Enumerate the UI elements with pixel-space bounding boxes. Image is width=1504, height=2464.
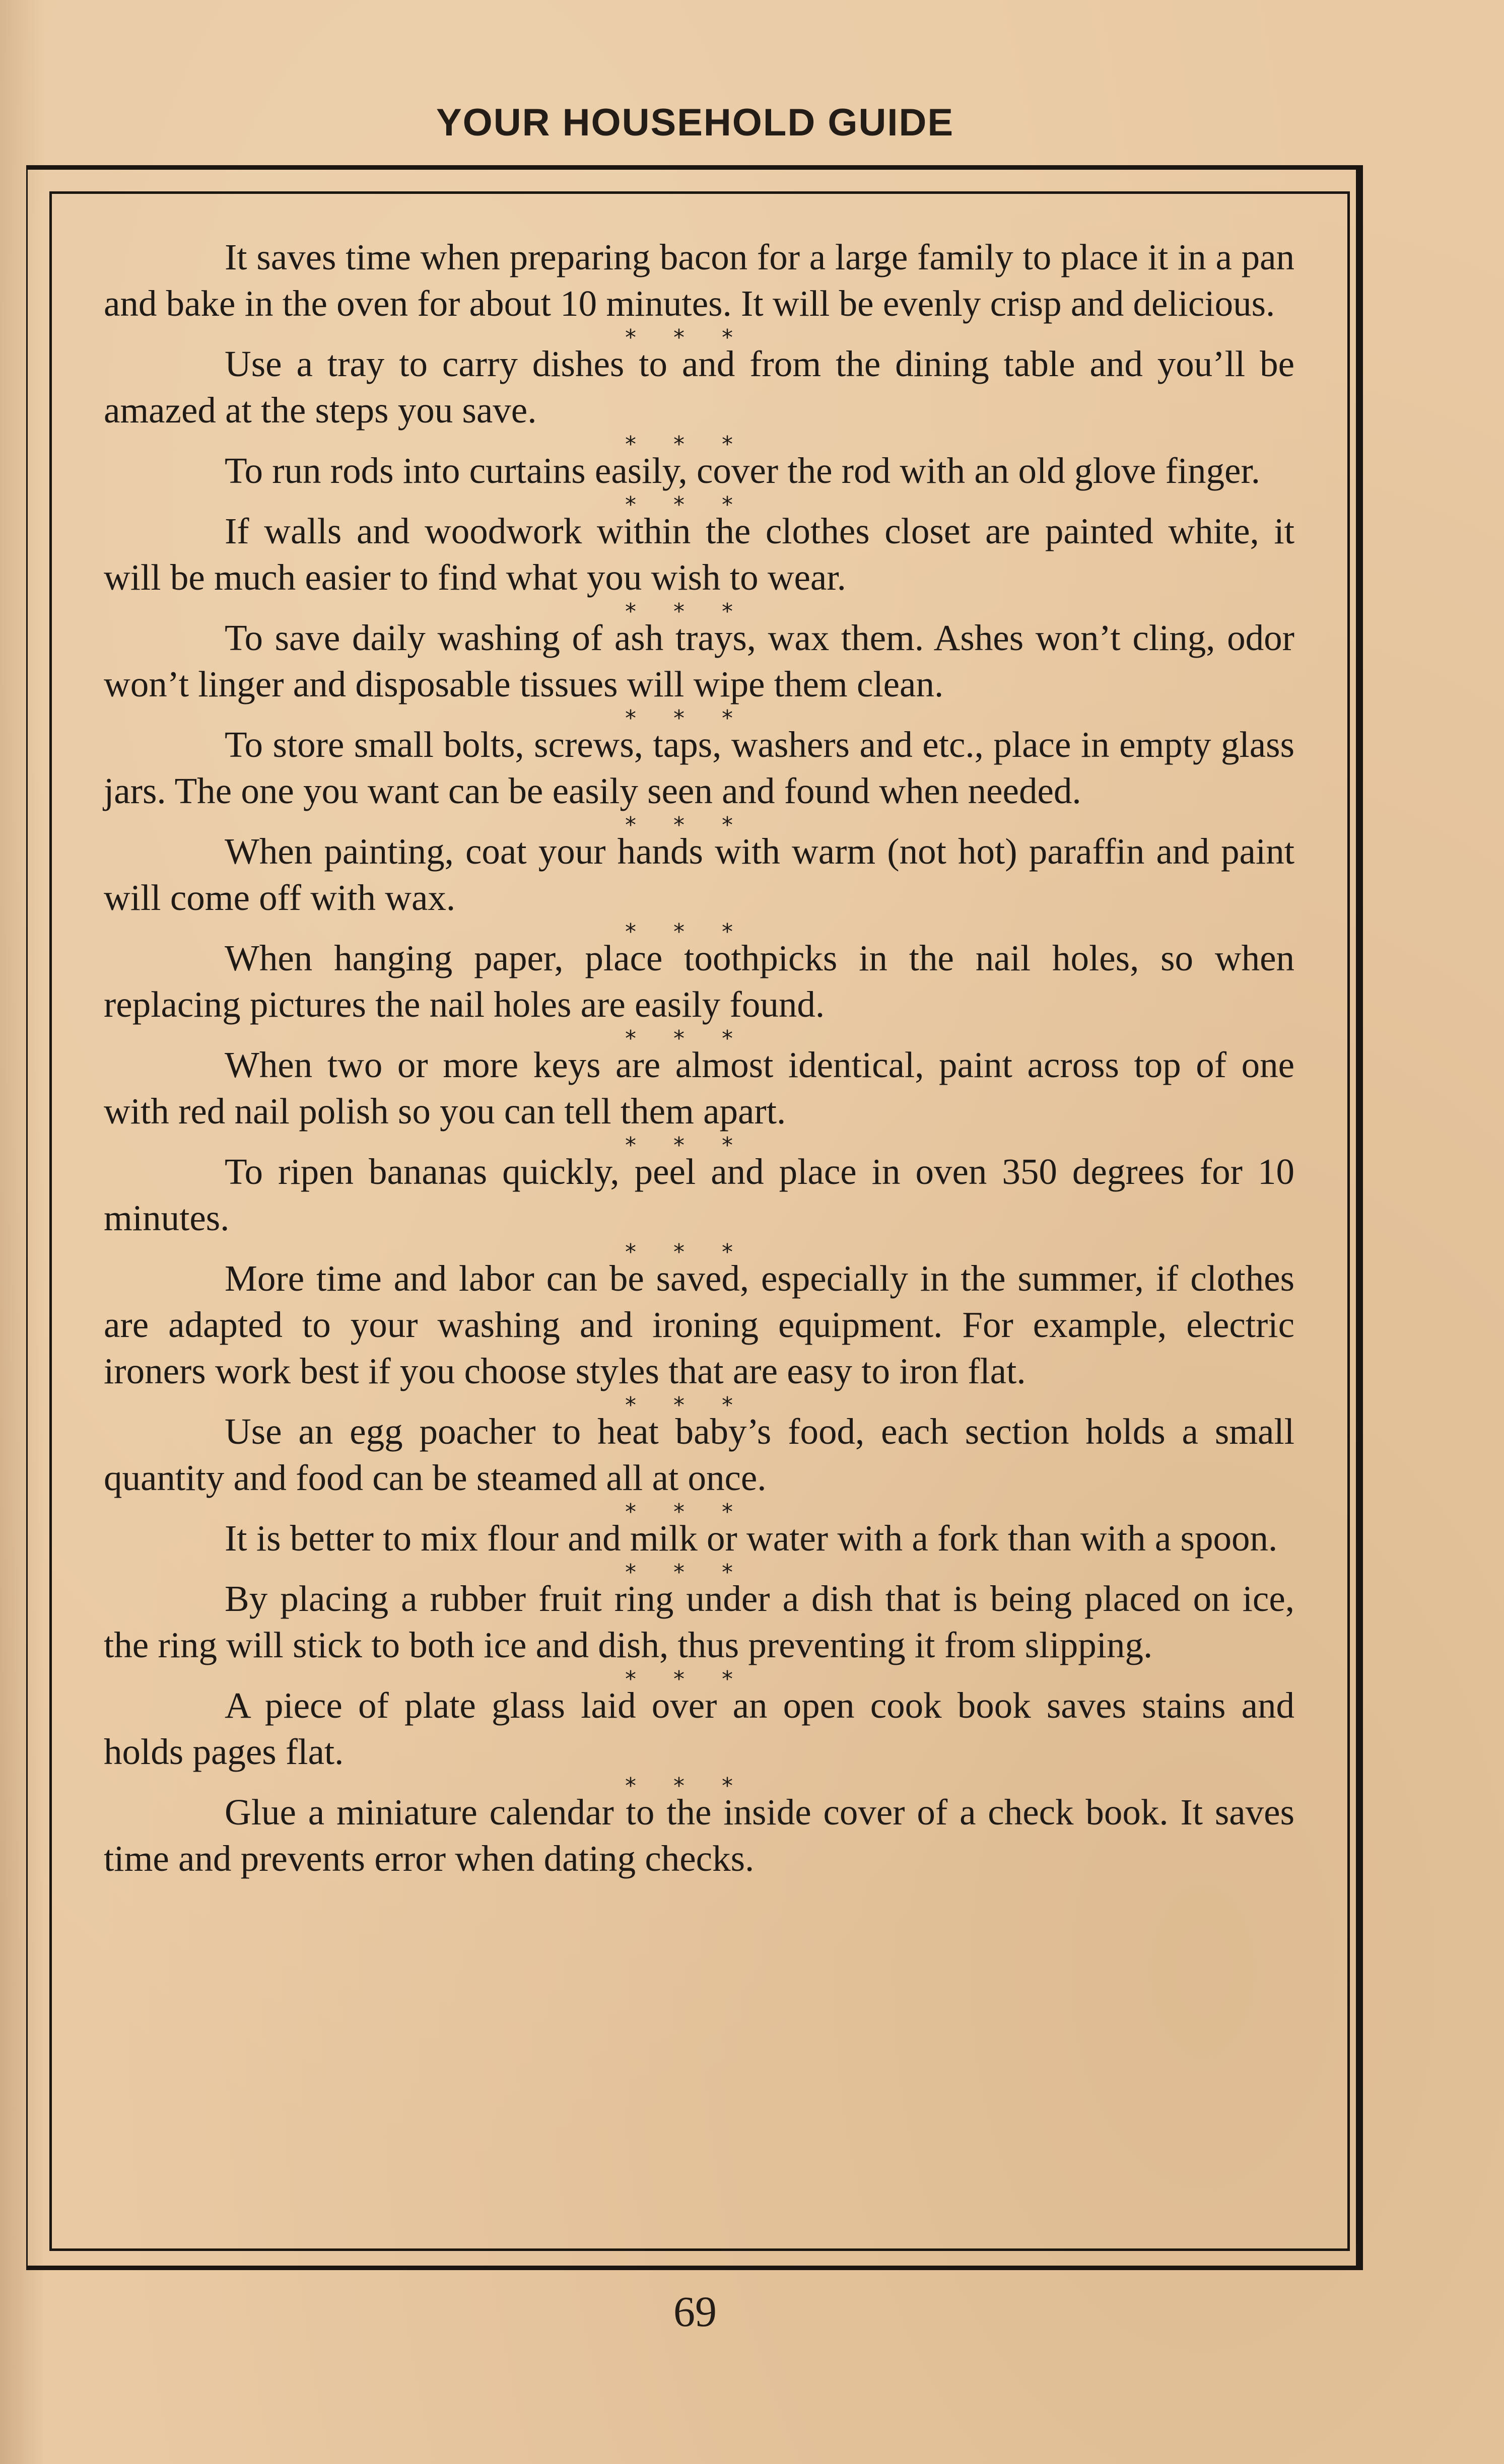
tip-paragraph: By placing a rubber fruit ring under a dish that is being placed on ice, the ring will stick to both ice and dish, thus preventing it from slipping.: [104, 1578, 1294, 1665]
asterism-separator: * * *: [625, 1133, 733, 1158]
asterism-separator: * * *: [625, 325, 733, 350]
tip-paragraph: It is better to mix flour and milk or water with a fork than with a spoon.: [225, 1518, 1278, 1559]
asterism-separator: * * *: [625, 1499, 733, 1525]
asterism-separator: * * *: [625, 1392, 733, 1418]
asterism-separator: * * *: [625, 706, 733, 731]
page-number: 69: [673, 2287, 717, 2336]
asterism-separator: * * *: [625, 1239, 733, 1265]
asterism-separator: * * *: [625, 1666, 733, 1692]
tip-paragraph: It saves time when preparing bacon for a large family to place it in a pan and bake in the oven for about 10 minutes. It will be evenly crisp and delicious.: [104, 237, 1294, 324]
asterism-separator: * * *: [625, 432, 733, 457]
tip-paragraph: Use an egg poacher to heat baby’s food, each section holds a small quantity and food can be steamed all at once.: [104, 1411, 1294, 1498]
asterism-separator: * * *: [625, 599, 733, 624]
running-title: YOUR HOUSEHOLD GUIDE: [436, 101, 954, 144]
asterism-separator: * * *: [625, 1560, 733, 1585]
asterism-separator: * * *: [625, 919, 733, 945]
tip-paragraph: If walls and woodwork within the clothes closet are painted white, it will be much easier to find what you wish to wear.: [104, 511, 1294, 598]
tip-paragraph: More time and labor can be saved, especially in the summer, if clothes are adapted to your washing and ironing equipment. For example, electric ironers work best if you choose styles that are easy to iron flat.: [104, 1258, 1294, 1391]
tip-paragraph: When two or more keys are almost identical, paint across top of one with red nail polish so you can tell them apart.: [104, 1044, 1294, 1132]
tip-paragraph: To store small bolts, screws, taps, washers and etc., place in empty glass jars. The one you want can be easily seen and found when needed.: [104, 724, 1294, 811]
tip-paragraph: To save daily washing of ash trays, wax them. Ashes won’t cling, odor won’t linger and disposable tissues will wipe them clean.: [104, 617, 1294, 705]
tips-list: [104, 234, 1294, 1882]
asterism-separator: * * *: [625, 1773, 733, 1799]
tip-paragraph: When hanging paper, place toothpicks in the nail holes, so when replacing pictures the nail holes are easily found.: [104, 938, 1294, 1025]
asterism-separator: * * *: [625, 492, 733, 518]
tip-paragraph: To ripen bananas quickly, peel and place in oven 350 degrees for 10 minutes.: [104, 1151, 1294, 1238]
tip-paragraph: To run rods into curtains easily, cover the rod with an old glove finger.: [225, 450, 1260, 491]
tip-paragraph: Glue a miniature calendar to the inside cover of a check book. It saves time and prevents error when dating checks.: [104, 1792, 1294, 1879]
asterism-separator: * * *: [625, 1026, 733, 1051]
tip-paragraph: Use a tray to carry dishes to and from the dining table and you’ll be amazed at the steps you save.: [104, 343, 1294, 431]
tip-paragraph: A piece of plate glass laid over an open cook book saves stains and holds pages flat.: [104, 1685, 1294, 1772]
asterism-separator: * * *: [625, 812, 733, 838]
tip-paragraph: When painting, coat your hands with warm (not hot) paraffin and paint will come off with wax.: [104, 831, 1294, 918]
